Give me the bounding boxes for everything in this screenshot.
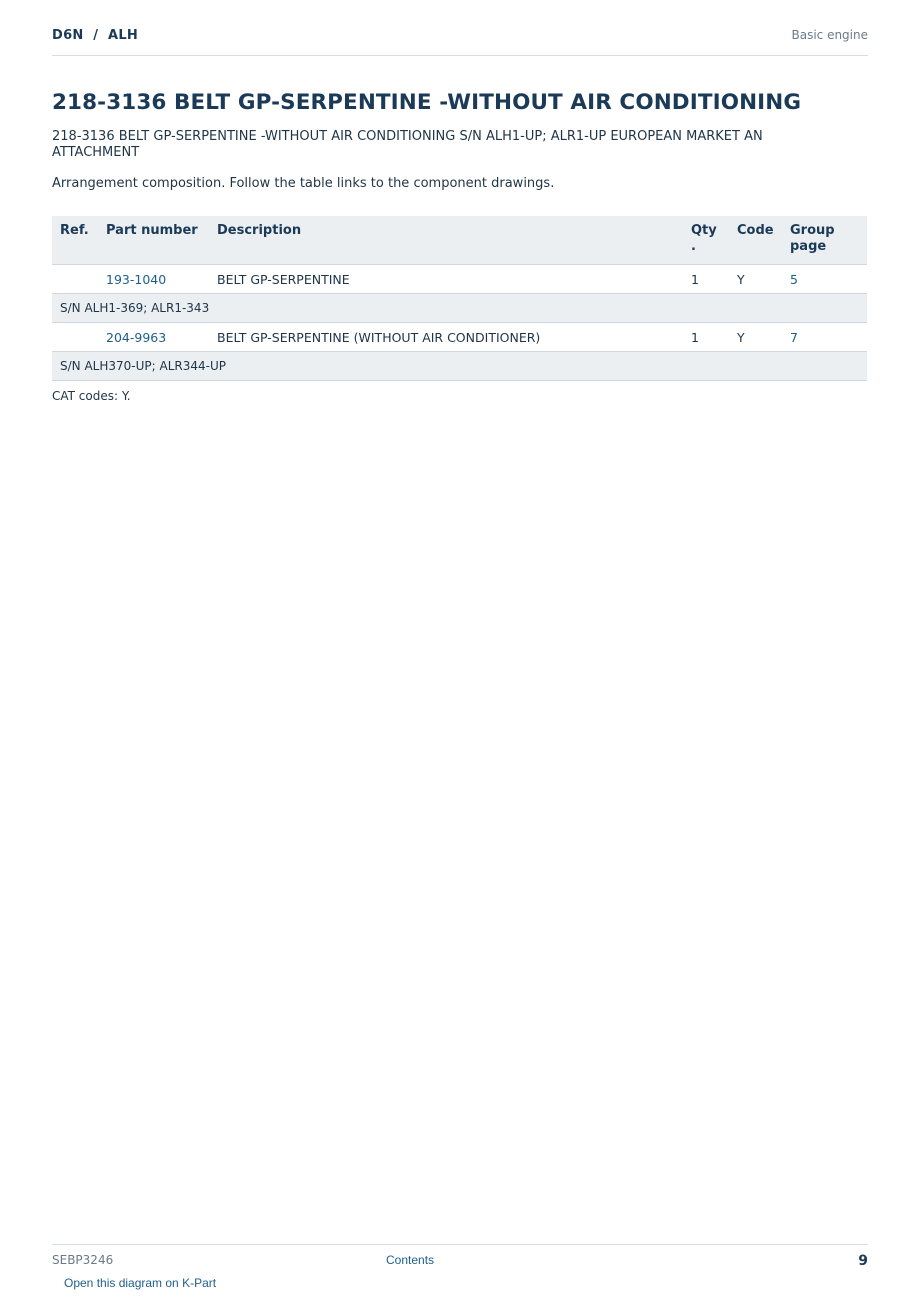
cell-ref bbox=[52, 323, 98, 352]
group-page-link[interactable]: 5 bbox=[790, 271, 798, 287]
breadcrumb: D6N / ALH bbox=[52, 28, 139, 43]
table-note-row bbox=[52, 352, 867, 381]
open-in-kpart-link[interactable]: Open this diagram on K-Part bbox=[64, 1276, 217, 1290]
cell-code: Y bbox=[729, 323, 782, 352]
cell-group-page bbox=[782, 323, 867, 352]
table-note-row bbox=[52, 294, 867, 323]
cell-qty: 1 bbox=[683, 265, 729, 294]
col-header-code: Code bbox=[729, 216, 782, 265]
cell-qty: 1 bbox=[683, 323, 729, 352]
col-header-ref: Ref. bbox=[52, 216, 98, 265]
serial-note: S/N ALH370-UP; ALR344-UP bbox=[52, 352, 867, 381]
page-subtitle: 218-3136 BELT GP-SERPENTINE -WITHOUT AIR CONDITIONING S/N ALH1-UP; ALR1-UP EUROPEAN MARKET AN ATTACHMENT bbox=[52, 129, 763, 160]
page-footer bbox=[52, 1244, 868, 1275]
cell-code: Y bbox=[729, 265, 782, 294]
cell-description: BELT GP-SERPENTINE bbox=[209, 265, 683, 294]
table-row bbox=[52, 265, 867, 294]
cell-ref bbox=[52, 265, 98, 294]
col-header-description: Description bbox=[209, 216, 683, 265]
cell-group-page bbox=[782, 265, 867, 294]
table-header-row bbox=[52, 216, 867, 265]
contents-link[interactable]: Contents bbox=[386, 1253, 435, 1267]
document-id: SEBP3246 bbox=[52, 1253, 114, 1267]
page-number: 9 bbox=[858, 1253, 868, 1269]
serial-note: S/N ALH1-369; ALR1-343 bbox=[52, 294, 867, 323]
cell-description: BELT GP-SERPENTINE (WITHOUT AIR CONDITIONER) bbox=[209, 323, 683, 352]
cat-codes-note: CAT codes: Y. bbox=[52, 389, 131, 403]
part-number-link[interactable]: 204-9963 bbox=[106, 329, 167, 345]
intro-text: Arrangement composition. Follow the table links to the component drawings. bbox=[52, 176, 555, 191]
col-header-qty: Qty . bbox=[683, 216, 729, 265]
page-title: 218-3136 BELT GP-SERPENTINE -WITHOUT AIR CONDITIONING bbox=[52, 90, 802, 115]
parts-table bbox=[52, 216, 867, 381]
table-row bbox=[52, 323, 867, 352]
part-number-link[interactable]: 193-1040 bbox=[106, 271, 167, 287]
col-header-part-number: Part number bbox=[98, 216, 209, 265]
cell-part-number bbox=[98, 265, 209, 294]
group-page-link[interactable]: 7 bbox=[790, 329, 798, 345]
cell-part-number bbox=[98, 323, 209, 352]
page-header bbox=[52, 28, 868, 56]
section-label: Basic engine bbox=[791, 28, 868, 42]
col-header-group-page: Group page bbox=[782, 216, 867, 265]
